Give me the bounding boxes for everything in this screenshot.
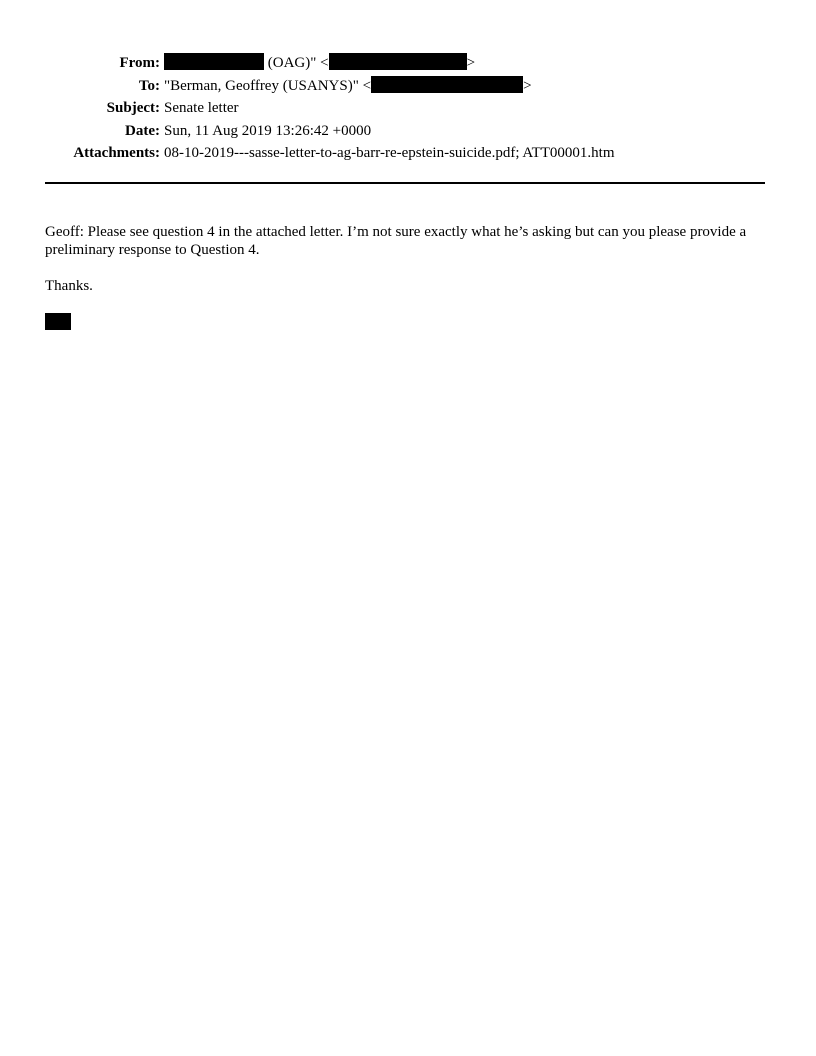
attachments-value: 08-10-2019---sasse-letter-to-ag-barr-re-epstein-suicide.pdf; ATT00001.htm xyxy=(164,145,615,161)
redaction-block xyxy=(329,53,467,70)
email-header xyxy=(0,52,816,165)
subject-value: Senate letter xyxy=(164,100,239,116)
from-close: > xyxy=(466,55,476,71)
redaction-block xyxy=(371,76,523,93)
date-value: Sun, 11 Aug 2019 13:26:42 +0000 xyxy=(164,122,372,139)
to-row xyxy=(0,75,816,98)
to-close: > xyxy=(523,77,532,94)
redaction-block xyxy=(164,53,264,70)
to-label: To: xyxy=(138,77,160,94)
from-value xyxy=(164,52,475,74)
body-closing: Thanks. xyxy=(45,278,93,294)
subject-row xyxy=(0,97,816,120)
email-body xyxy=(45,223,765,313)
date-row xyxy=(0,120,816,143)
attachments-row xyxy=(0,142,816,165)
attachments-label: Attachments: xyxy=(73,145,160,161)
to-value xyxy=(164,75,532,97)
from-label: From: xyxy=(119,55,160,71)
subject-label: Subject: xyxy=(106,100,160,116)
from-text: (OAG)" < xyxy=(267,55,329,71)
header-divider xyxy=(45,182,765,184)
to-text: "Berman, Geoffrey (USANYS)" < xyxy=(164,77,372,94)
signature-redaction-block xyxy=(45,313,71,330)
from-row xyxy=(0,52,816,75)
body-paragraph: Geoff: Please see question 4 in the attached letter. I’m not sure exactly what he’s asking but can you please provide a preliminary response to Question 4. xyxy=(45,224,747,258)
date-label: Date: xyxy=(125,122,160,139)
